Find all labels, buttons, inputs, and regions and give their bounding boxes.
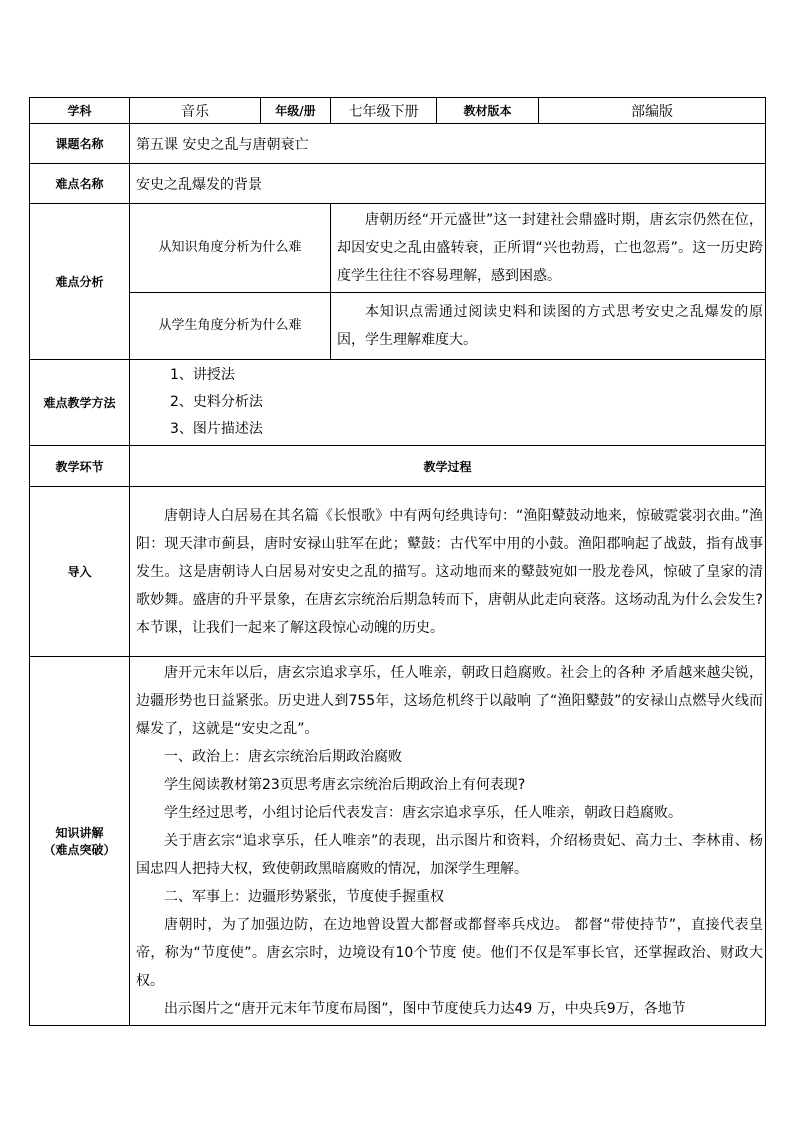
knowledge-paragraph: 学生阅读教材第23页思考唐玄宗统治后期政治上有何表现? — [164, 777, 526, 793]
difficulty-name: 安史之乱爆发的背景 — [130, 164, 766, 204]
intro-label: 导入 — [30, 487, 130, 657]
student-angle-text: 本知识点需通过阅读史料和读图的方式思考安史之乱爆发的原因，学生理解难度大。 — [331, 293, 766, 360]
grade-value: 七年级下册 — [331, 98, 437, 124]
knowledge-paragraph: 唐开元末年以后，唐玄宗追求享乐，任人唯亲，朝政日趋腐败。社会上的各种 矛盾越来越尖锐，边疆形势也日益紧张。历史进人到755年，这场危机终于以敲响 了“渔阳鼙鼓”的安禄山点燃导火线而爆发了，这就是“安史之乱”。 — [136, 665, 763, 737]
knowledge-paragraph: 学生经过思考，小组讨论后代表发言：唐玄宗追求享乐，任人唯亲，朝政日趋腐败。 — [164, 805, 682, 821]
method-item: 1、讲授法 — [170, 367, 235, 383]
methods-row — [30, 360, 766, 446]
grade-label: 年级/册 — [261, 98, 331, 124]
knowledge-label-line1: 知识讲解 — [55, 826, 104, 840]
process-label: 教学环节 — [30, 446, 130, 487]
subject-value: 音乐 — [130, 98, 261, 124]
knowledge-content — [130, 657, 766, 1026]
subject-label: 学科 — [30, 98, 130, 124]
lesson-table — [29, 97, 766, 1026]
analysis-row-student — [30, 293, 766, 360]
intro-row — [30, 487, 766, 657]
methods-list — [130, 360, 766, 446]
knowledge-paragraph: 关于唐玄宗“追求享乐，任人唯亲”的表现，出示图片和资料，介绍杨贵妃、高力士、李林甫、杨国忠四人把持大权，致使朝政黑暗腐败的情况，加深学生理解。 — [136, 833, 763, 877]
knowledge-angle-text: 唐朝历经“开元盛世”这一封建社会鼎盛时期，唐玄宗仍然在位，却因安史之乱由盛转衰，正所谓“兴也勃焉，亡也忽焉”。这一历史跨度学生往往不容易理解，感到困惑。 — [331, 204, 766, 293]
method-item: 3、图片描述法 — [170, 421, 263, 437]
difficulty-label: 难点名称 — [30, 164, 130, 204]
knowledge-angle-label: 从知识角度分析为什么难 — [130, 204, 331, 293]
knowledge-paragraph: 出示图片之“唐开元末年节度布局图”，图中节度使兵力达49 万，中央兵9万，各地节 — [164, 1001, 686, 1017]
analysis-row-knowledge — [30, 204, 766, 293]
knowledge-heading: 二、军事上：边疆形势紧张，节度使手握重权 — [164, 889, 444, 905]
intro-text: 唐朝诗人白居易在其名篇《长恨歌》中有两句经典诗句：“渔阳鼙鼓动地来，惊破霓裳羽衣曲。”渔阳：现天津市蓟县，唐时安禄山驻军在此；鼙鼓：古代军中用的小鼓。渔阳郡响起了战鼓，指有战事发生。这是唐朝诗人白居易对安史之乱的描写。这动地而来的鼙鼓宛如一股龙卷风，惊破了皇家的清歌妙舞。盛唐的升平景象，在唐玄宗统治后期急转而下，唐朝从此走向衰落。这场动乱为什么会发生?本节课，让我们一起来了解这段惊心动魄的历史。 — [130, 487, 766, 657]
knowledge-paragraph: 唐朝时，为了加强边防，在边地曾设置大都督或都督率兵戍边。 都督“带使持节”，直接代表皇帝，称为“节度使”。唐玄宗时，边境设有10个节度 使。他们不仅是军事长官，还掌握政治、财政大权。 — [136, 917, 763, 989]
edition-label: 教材版本 — [437, 98, 539, 124]
difficulty-row — [30, 164, 766, 204]
knowledge-row — [30, 657, 766, 1026]
lesson-label: 课题名称 — [30, 124, 130, 164]
analysis-label: 难点分析 — [30, 204, 130, 360]
lesson-row — [30, 124, 766, 164]
knowledge-label-line2: （难点突破） — [43, 843, 116, 857]
process-title: 教学过程 — [130, 446, 766, 487]
edition-value: 部编版 — [539, 98, 766, 124]
process-row — [30, 446, 766, 487]
knowledge-section-label — [30, 657, 130, 1026]
header-row — [30, 98, 766, 124]
student-angle-label: 从学生角度分析为什么难 — [130, 293, 331, 360]
lesson-title: 第五课 安史之乱与唐朝衰亡 — [130, 124, 766, 164]
method-item: 2、史料分析法 — [170, 394, 263, 410]
methods-label: 难点教学方法 — [30, 360, 130, 446]
knowledge-heading: 一、政治上：唐玄宗统治后期政治腐败 — [164, 749, 402, 765]
